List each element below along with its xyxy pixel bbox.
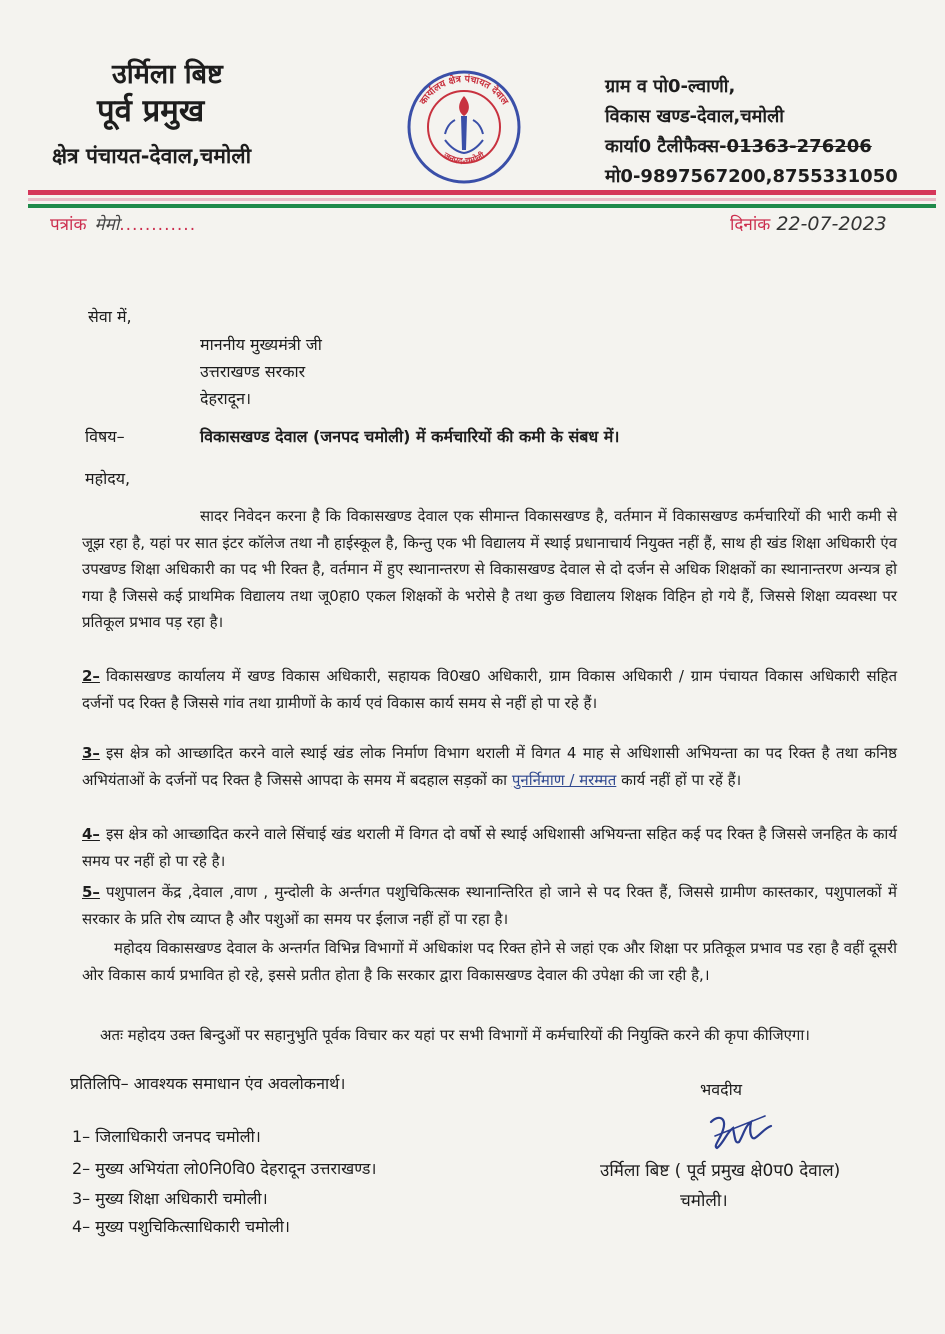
salutation: महोदय,	[85, 469, 131, 488]
signatory-name: उर्मिला बिष्ट ( पूर्व प्रमुख क्षे0प0 देवाल)	[600, 1161, 841, 1181]
subject-text: विकासखण्ड देवाल (जनपद चमोली) में कर्मचारियों की कमी के संबध में।	[200, 427, 620, 446]
mobile-line: मो0-9897567200,8755331050	[605, 166, 898, 187]
letterhead-contact	[605, 72, 925, 192]
closing: भवदीय	[700, 1080, 743, 1099]
sender-name: उर्मिला बिष्ट	[112, 59, 223, 90]
office-seal-icon	[405, 68, 523, 186]
recipient-line-3: देहरादून।	[200, 389, 252, 408]
address-line-1: ग्राम व पो0-ल्वाणी,	[605, 76, 736, 97]
paragraph-2-text: विकासखण्ड कार्यालय में खण्ड विकास अधिकारी, सहायक वि0ख0 अधिकारी, ग्राम विकास अधिकारी / ग्राम पंचायत विकास अधिकारी सहित दर्जनों पद रिक्त है जिससे गांव तथा ग्रामीणों के कार्य एवं विकास कार्य समय से नहीं हो पा रहे हैं।	[82, 667, 897, 712]
letter-date	[730, 212, 887, 235]
address-line-2: विकास खण्ड-देवाल,चमोली	[605, 106, 784, 127]
paragraph-4-number: 4–	[82, 825, 100, 843]
reference-dots: ............	[119, 215, 197, 235]
copy-item: 1– जिलाधिकारी जनपद चमोली।	[72, 1127, 261, 1146]
paragraph-7: अतः महोदय उक्त बिन्दुओं पर सहानुभुति पूर्वक विचार कर यहां पर सभी विभागों में कर्मचारियों की नियुक्ति करने की कृपा कीजिएगा।	[100, 1026, 810, 1044]
paragraph-3-text-a: इस क्षेत्र को आच्छादित करने वाले स्थाई खंड लोक निर्माण विभाग थराली में विगत 4 माह से अधिशासी अभियन्ता का पद रिक्त है तथा कनिष्ठ अभियंताओं के दर्जनों पद रिक्त है जिससे आपदा के समय में बदहाल सड़कों का	[82, 744, 897, 789]
paragraph-4	[82, 821, 897, 874]
signature-icon	[705, 1108, 775, 1153]
header-rule-red	[28, 190, 936, 195]
signatory-place: चमोली।	[680, 1191, 728, 1211]
fax-label: कार्या0 टैलीफैक्स-	[605, 136, 727, 157]
paragraph-5	[82, 879, 897, 932]
copy-item: 3– मुख्य शिक्षा अधिकारी चमोली।	[72, 1189, 268, 1208]
paragraph-3-number: 3–	[82, 744, 100, 762]
date-handwritten: 22-07-2023	[776, 213, 887, 235]
paragraph-3-text-b: कार्य नहीं हों पा रहें हैं।	[621, 770, 742, 789]
paragraph-1: सादर निवेदन करना है कि विकासखण्ड देवाल एक सीमान्त विकासखण्ड है, वर्तमान में विकासखण्ड कर्मचारियों की भारी कमी से जूझ रहा है, यहां पर सात इंटर कॉलेज तथा नौ हाईस्कूल है, किन्तु एक भी विद्यालय में स्थाई प्रधानाचार्य नियुक्त नहीं हैं, साथ ही खंड शिक्षा अधिकारी एंव उपखण्ड शिक्षा अधिकारी का पद भी रिक्त है, वर्तमान में हुए स्थानान्तरण से विकासखण्ड देवाल से दो दर्जन से अधिक शिक्षकों का स्थानान्तरण अन्यत्र हो गया है जिससे कई प्राथमिक विद्यालय तथा जू0हा0 एकल शिक्षकों के भरोसे है तथा कुछ विद्यालय शिक्षक विहिन हो गये हैं, जिससे शिक्षा व्यवस्था पर प्रतिकूल प्रभाव पड़ रहा है।	[82, 507, 897, 631]
seal-text-bottom: जनपद-चमोली	[441, 150, 487, 167]
subject-label: विषय–	[85, 427, 125, 446]
header-rule-green	[28, 204, 936, 208]
paragraph-3-underlined: पुनर्निमाण / मरम्मत	[511, 770, 617, 789]
seal-text-top: कार्यालय क्षेत्र पंचायत देवाल	[417, 73, 511, 107]
date-label: दिनांक	[730, 215, 771, 235]
paragraph-5-text: पशुपालन केंद्र ,देवाल ,वाण , मुन्दोली के अर्न्तगत पशुचिकित्सक स्थानान्तिरित हो जाने से पद रिक्त हैं, जिससे ग्रामीण कास्तकार, पशुपालकों में सरकार के प्रति रोष व्याप्त है और पशुओं का समय पर ईलाज नहीं हों पा रहा है।	[82, 883, 897, 928]
reference-label: पत्रांक	[50, 215, 87, 235]
fax-number: 01363-276206	[726, 136, 872, 157]
sender-post: पूर्व प्रमुख	[97, 93, 205, 129]
reference-number	[50, 212, 196, 235]
sender-office: क्षेत्र पंचायत-देवाल,चमोली	[52, 144, 252, 168]
paragraph-4-text: इस क्षेत्र को आच्छादित करने वाले सिंचाई खंड थराली में विगत दो वर्षो से स्थाई अधिशासी अभियन्ता सहित कई पद रिक्त है जिससे जनहित के कार्य समय पर नहीं हो पा रहे है।	[82, 825, 897, 870]
paragraph-5-number: 5–	[82, 883, 100, 901]
fax-line	[605, 132, 925, 162]
copy-item: 2– मुख्य अभियंता लो0नि0वि0 देहरादून उत्तराखण्ड।	[72, 1159, 377, 1178]
reference-handwritten: मेमो	[94, 215, 120, 235]
paragraph-2	[82, 663, 897, 716]
header-rule-pink	[28, 198, 936, 201]
recipient-line-1: माननीय मुख्यमंत्री जी	[200, 335, 322, 354]
paragraph-3	[82, 740, 897, 793]
seva-line: सेवा में,	[88, 307, 132, 326]
copy-item: 4– मुख्य पशुचिकित्साधिकारी चमोली।	[72, 1217, 290, 1236]
letterhead-sender	[52, 58, 342, 170]
copy-label: प्रतिलिपि– आवश्यक समाधान एंव अवलोकनार्थ।	[70, 1074, 346, 1093]
paragraph-2-number: 2–	[82, 667, 100, 685]
paragraph-6: महोदय विकासखण्ड देवाल के अन्तर्गत विभिन्न विभागों में अधिकांश पद रिक्त होने से जहां एक और शिक्षा पर प्रतिकूल प्रभाव पड रहा है वहीं दूसरी ओर विकास कार्य प्रभावित हो रहे, इससे प्रतीत होता है कि सरकार द्वारा विकासखण्ड देवाल की उपेक्षा की जा रही है,।	[82, 939, 897, 984]
recipient-line-2: उत्तराखण्ड सरकार	[200, 362, 306, 381]
